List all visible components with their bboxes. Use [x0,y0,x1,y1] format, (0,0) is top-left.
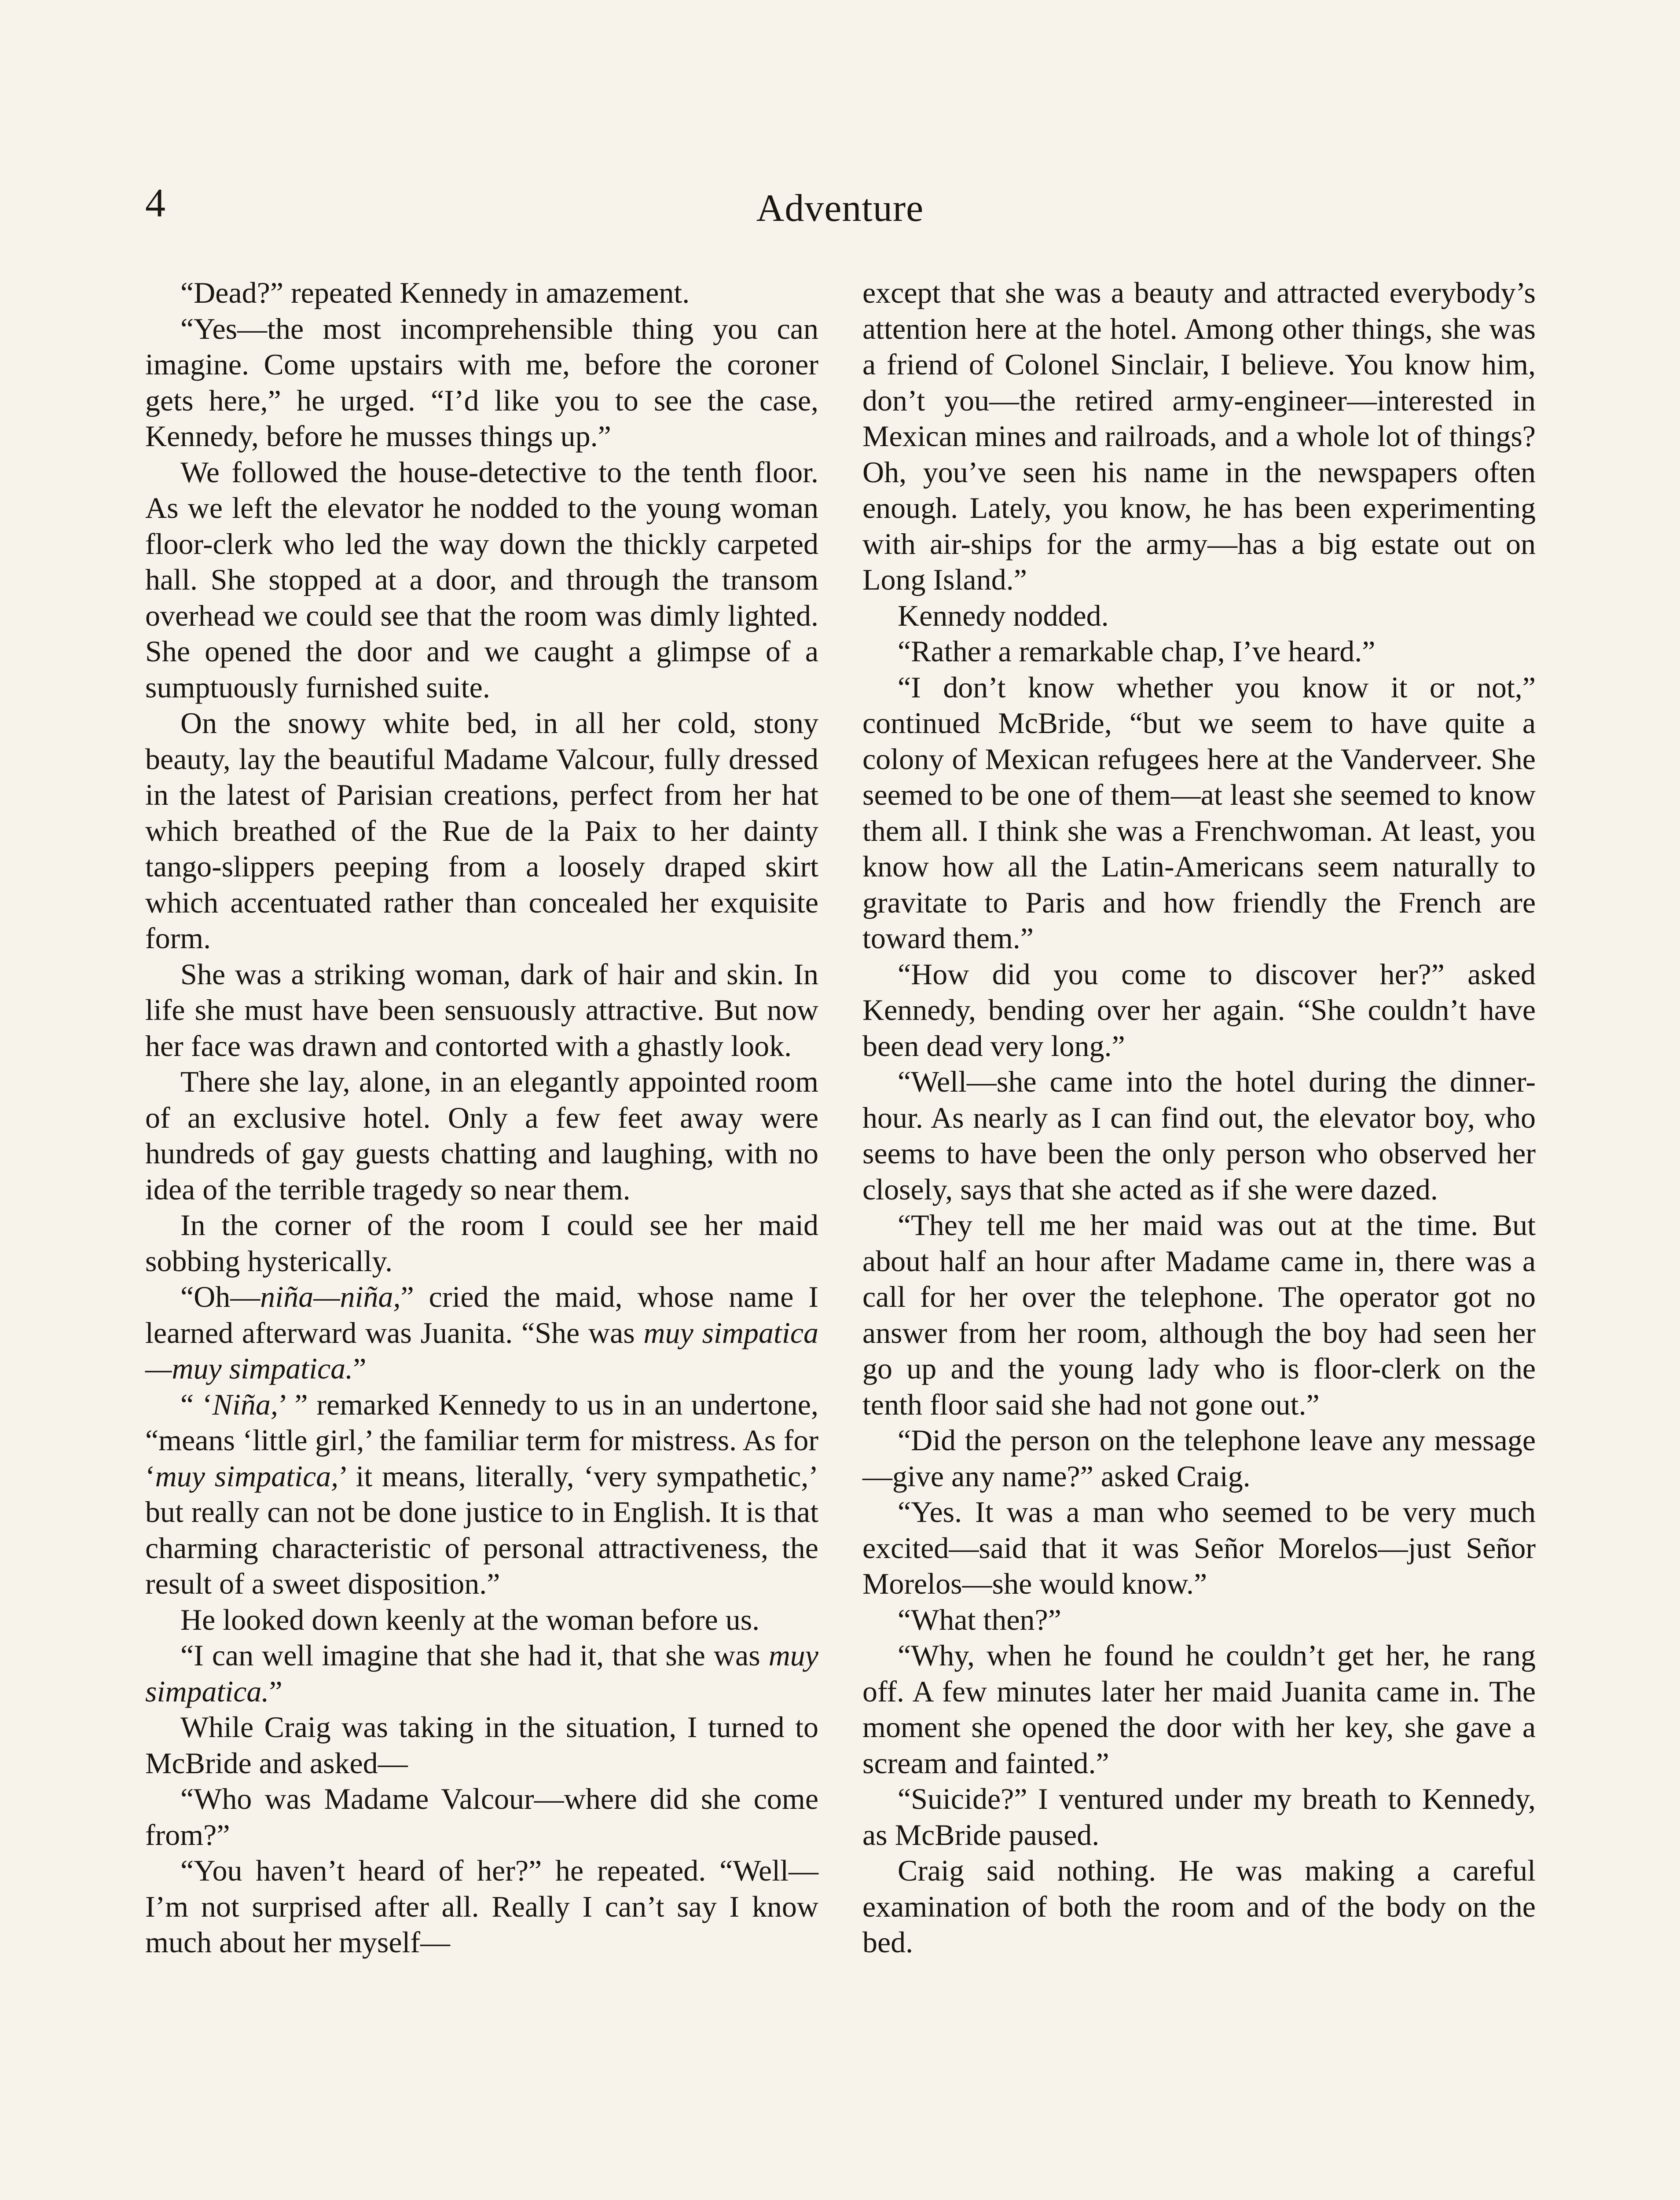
paragraph [145,1709,818,1781]
text-run: “Did the person on the telephone leave any message—give any name?” asked Craig. [862,1423,1536,1493]
text-run: Craig said nothing. He was making a careful examination of both the room and of the body on the bed. [862,1854,1536,1959]
paragraph [862,1638,1536,1781]
text-run: “Rather a remarkable chap, I’ve heard.” [898,634,1376,668]
paragraph [145,1853,818,1961]
text-run: “Oh— [180,1280,260,1313]
right-text-column [862,275,1536,1961]
paragraph [862,275,1536,598]
text-run: ” cried the maid, whose name I learned afterward was Juanita. “She was [145,1280,818,1349]
text-run: “Why, when he found he couldn’t get her, he rang off. A few minutes later her maid Juanita came in. The moment she opened the door with her key, she gave a scream and fainted.” [862,1639,1536,1780]
paragraph [862,957,1536,1064]
text-run: There she lay, alone, in an elegantly appointed room of an exclusive hotel. Only a few feet away were hundreds of gay guests chatting and laughing, with no idea of the terrible tragedy so near them. [145,1065,818,1206]
paragraph [862,1423,1536,1494]
paragraph [862,1064,1536,1207]
paragraph [145,1387,818,1602]
text-run: ” [269,1674,282,1708]
text-run: “Yes—the most incomprehensible thing you can imagine. Come upstairs with me, before the coroner gets here,” he urged. “I’d like you to see the case, Kennedy, before he musses things up.” [145,312,818,453]
text-run: “Well—she came into the hotel during the dinner-hour. As nearly as I can find out, the elevator boy, who seems to have been the only person who observed her closely, says that she acted as if she were dazed. [862,1065,1536,1206]
paragraph [862,634,1536,670]
text-run: “ ‘ [180,1387,213,1421]
paragraph [862,1781,1536,1853]
text-run: We followed the house-detective to the tenth floor. As we left the elevator he nodded to the young woman floor-clerk who led the way down the thickly carpeted hall. She stopped at a door, and through the transom overhead we could see that the room was dimly lighted. She opened the door and we caught a glimpse of a sumptuously furnished suite. [145,455,818,704]
paragraph [862,1602,1536,1638]
italic-text: muy simpatica, [155,1459,339,1493]
text-run: “They tell me her maid was out at the time. But about half an hour after Madame came in, there was a call for her over the telephone. The operator got no answer from her room, although the boy had seen her go up and the young lady who is floor-clerk on the tenth floor said she had not gone out.” [862,1208,1536,1421]
text-run: “I don’t know whether you know it or not,” continued McBride, “but we seem to have quite a colony of Mexican refugees here at the Vanderveer. She seemed to be one of them—at least she seemed to know them all. I think she was a Frenchwoman. At least, you know how all the Latin-Americans seem naturally to gravitate to Paris and how friendly the French are toward them.” [862,670,1536,955]
text-run: While Craig was taking in the situation, I turned to McBride and asked— [145,1710,818,1780]
text-run: “I can well imagine that she had it, that she was [180,1639,769,1672]
text-run: In the corner of the room I could see her maid sobbing hysterically. [145,1208,818,1278]
text-run: “Suicide?” I ventured under my breath to Kennedy, as McBride paused. [862,1782,1536,1852]
paragraph [145,311,818,455]
paragraph [145,1207,818,1279]
text-run: ’ ” remarked Kennedy to us in an undertone, “means ‘little girl,’ the familiar term for mistress. As for ‘ [145,1387,818,1493]
paragraph [145,1781,818,1853]
left-text-column [145,275,818,1961]
paragraph [862,598,1536,634]
paragraph [145,1064,818,1207]
text-run: She was a striking woman, dark of hair and skin. In life she must have been sensuously attractive. But now her face was drawn and contorted with a ghastly look. [145,957,818,1063]
paragraph [145,455,818,706]
running-head: Adventure [756,187,924,230]
text-run: Kennedy nodded. [898,598,1109,632]
text-run: On the snowy white bed, in all her cold, stony beauty, lay the beautiful Madame Valcour, fully dressed in the latest of Parisian creations, perfect from her hat which breathed of the Rue de la Paix to her dainty tango-slippers peeping from a loosely draped skirt which accentuated rather than concealed her exquisite form. [145,706,818,955]
italic-text: Niña, [212,1387,278,1421]
text-run: “How did you come to discover her?” asked Kennedy, bending over her again. “She couldn’t have been dead very long.” [862,957,1536,1063]
paragraph [145,1602,818,1638]
italic-text: muy simpatica. [145,1639,818,1708]
text-run: ’ it means, literally, ‘very sympathetic,’ but really can not be done justice to in English. It is that charming characteristic of personal attractiveness, the result of a sweet disposition.” [145,1459,818,1600]
paragraph [145,1638,818,1709]
text-run: “Who was Madame Valcour—where did she come from?” [145,1782,818,1852]
paragraph [862,1853,1536,1961]
italic-text: muy simpatica—muy simpatica. [145,1316,819,1385]
text-run: “You haven’t heard of her?” he repeated. “Well—I’m not surprised after all. Really I can’t say I know much about her myself— [145,1854,818,1959]
text-run: “Yes. It was a man who seemed to be very much excited—said that it was Señor Morelos—just Señor Morelos—she would know.” [862,1495,1536,1600]
text-run: except that she was a beauty and attracted everybody’s attention here at the hotel. Among other things, she was a friend of Colonel Sinclair, I believe. You know him, don’t you—the retired army-engineer—interested in Mexican mines and railroads, and a whole lot of things? Oh, you’ve seen his name in the newspapers often enough. Lately, you know, he has been experimenting with air-ships for the army—has a big estate out on Long Island.” [862,276,1536,596]
paragraph [145,1279,818,1387]
paragraph [145,275,818,311]
paragraph [145,705,818,957]
paragraph [862,1494,1536,1602]
paragraph [862,670,1536,957]
italic-text: niña—niña, [260,1280,401,1313]
text-run: He looked down keenly at the woman before us. [180,1602,760,1636]
text-run: “Dead?” repeated Kennedy in amazement. [180,276,690,309]
paragraph [145,957,818,1064]
paragraph [862,1207,1536,1423]
text-run: “What then?” [898,1602,1061,1636]
page-number: 4 [145,180,165,225]
text-run: ” [353,1352,367,1385]
